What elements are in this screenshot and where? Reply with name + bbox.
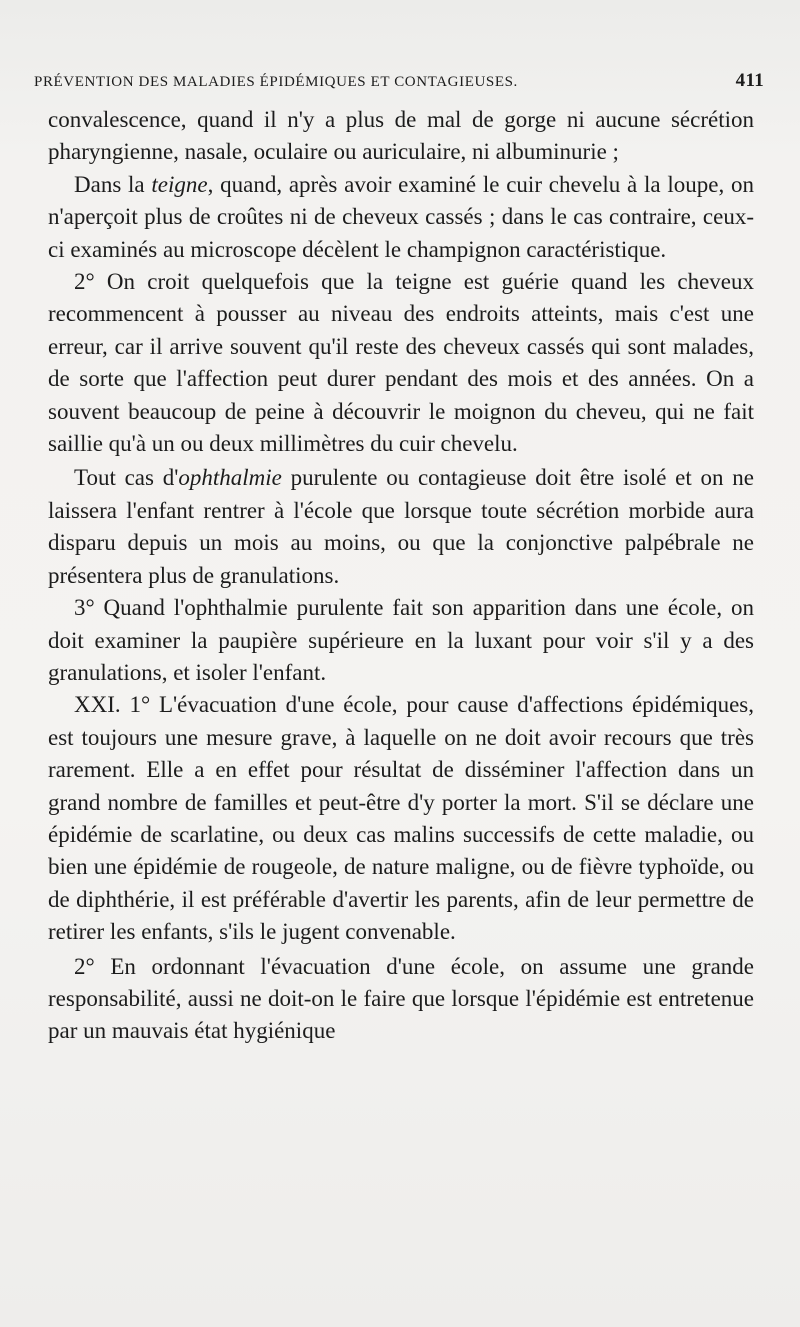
text-run: XXI. 1° L'évacuation d'une école, pour cause d'affections épidémiques, est toujours une mesure grave, à laquelle on ne doit avoir recours que très rarement. Elle a en effet pour résultat de disséminer l'affection dans un grand nombre de familles et peut-être d'y porter la mort. S'il se déclare une épidémie de scarlatine, ou deux cas malins successifs de cette maladie, ou bien une épidémie de rougeole, de nature maligne, ou de fièvre typhoïde, ou de diphthérie, il est préférable d'avertir les parents, afin de leur permettre de retirer les enfants, s'ils le jugent convenable. [48, 692, 754, 945]
body-text [48, 104, 754, 1048]
text-run: 3° Quand l'ophthalmie purulente fait son apparition dans une école, on doit examiner la paupière supérieure en la luxant pour voir s'il y a des granulations, et isoler l'enfant. [48, 595, 754, 685]
paragraph [48, 266, 754, 460]
text-run: 2° En ordonnant l'évacuation d'une école, on assume une grande responsabilité, aussi ne doit-on le faire que lorsque l'épidémie est entretenue par un mauvais état hygiénique [48, 953, 754, 1044]
running-title: PRÉVENTION DES MALADIES ÉPIDÉMIQUES ET CONTAGIEUSES. [34, 74, 518, 90]
italic-term: teigne [151, 171, 208, 197]
paragraph [48, 462, 754, 592]
paragraph [48, 104, 754, 169]
text-run: Dans la [74, 171, 152, 197]
paragraph [48, 689, 754, 948]
running-header [34, 70, 766, 98]
text-run: purulente ou contagieuse doit être isolé et on ne laissera l'enfant rentrer à l'école que lorsque toute sécrétion morbide aura disparu depuis un mois au moins, ou que la conjonctive palpébrale ne présentera plus de granulations. [48, 465, 754, 588]
paragraph [48, 592, 754, 689]
text-run: Tout cas d' [74, 465, 179, 491]
text-run: 2° On croit quelquefois que la teigne est guérie quand les cheveux recommencent à pousser au niveau des endroits atteints, mais c'est une erreur, car il arrive souvent qu'il reste des cheveux cassés qui sont malades, de sorte que l'affection peut durer pendant des mois et des années. On a souvent beaucoup de peine à découvrir le moignon du cheveu, qui ne fait saillie qu'à un ou deux millimètres du cuir chevelu. [48, 269, 754, 457]
page-number: 411 [735, 70, 764, 91]
text-run: convalescence, quand il n'y a plus de mal de gorge ni aucune sécrétion pharyngienne, nasale, oculaire ou auriculaire, ni albuminurie ; [48, 107, 754, 165]
paragraph [48, 169, 754, 266]
italic-term: ophthalmie [178, 465, 282, 491]
paragraph [48, 951, 754, 1048]
text-run: , quand, après avoir examiné le cuir chevelu à la loupe, on n'aperçoit plus de croûtes ni de cheveux cassés ; dans le cas contraire, ceux-ci examinés au microscope décèlent le champignon caractéristique. [48, 171, 754, 262]
